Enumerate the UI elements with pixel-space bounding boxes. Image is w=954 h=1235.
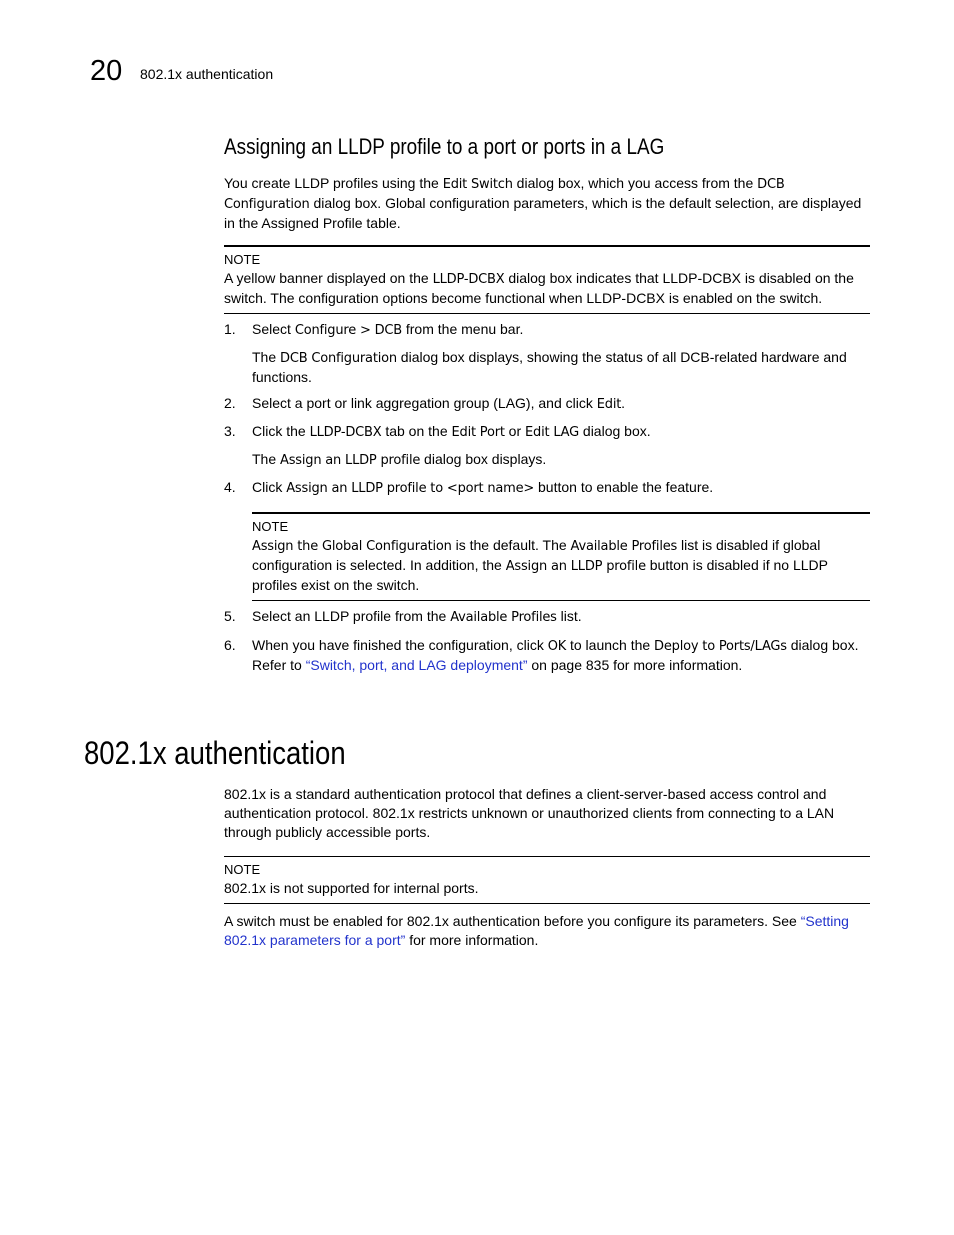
step-number: 4.	[224, 479, 236, 495]
text-run: for more information.	[405, 932, 539, 948]
text-run: Select an LLDP profile from the	[252, 608, 451, 624]
ui-term: Assign an LLDP profile	[280, 453, 421, 468]
note-global-configuration	[252, 512, 870, 601]
step-text	[252, 394, 870, 414]
step-number: 2.	[224, 395, 236, 411]
text-run: .	[621, 395, 626, 411]
text-run: Click the	[252, 423, 310, 439]
ui-term: Available Profiles	[450, 610, 557, 625]
text-run: dialog box. Global configuration parameters, which is the default selection, are displayed in the Assigned Profile table.	[224, 195, 862, 231]
text-run: dialog box indicates that LLDP-DCBX is disabled on the switch. The configuration options become functional when LLDP-DCBX is enabled on the switch.	[224, 270, 854, 306]
ui-term: Available Profiles	[570, 539, 678, 554]
step-number: 5.	[224, 608, 236, 624]
step-5	[224, 607, 870, 627]
text-run: on page 835 for more information.	[527, 657, 743, 673]
ui-term: LLDP-DCBX	[432, 272, 505, 287]
text-run: dialog box.	[579, 423, 651, 439]
text-run: button to enable the feature.	[534, 479, 714, 495]
chapter-title: 802.1x authentication	[84, 735, 346, 771]
chapter-intro	[224, 785, 870, 842]
text-run: dialog box, which you access from the	[512, 175, 758, 191]
running-title: 802.1x authentication	[140, 66, 274, 82]
step-number: 3.	[224, 423, 236, 439]
ui-term: LLDP-DCBX	[309, 425, 382, 440]
cross-reference-link[interactable]: “Switch, port, and LAG deployment”	[305, 657, 528, 673]
step-4	[224, 478, 870, 498]
note-label: NOTE	[252, 519, 289, 534]
text-run: When you have finished the configuration, click	[252, 637, 548, 653]
text-run: Click	[252, 479, 287, 495]
text-run: button is disabled if no LLDP profiles exist on the switch.	[252, 557, 828, 593]
ui-term: DCB Configuration	[224, 177, 785, 212]
chapter-closing	[224, 912, 870, 950]
ui-term: Edit LAG	[525, 425, 580, 440]
step-1-result	[252, 348, 870, 387]
step-text	[252, 636, 870, 675]
text-run: The	[252, 451, 281, 467]
step-6	[224, 636, 870, 675]
ui-term: Edit	[596, 397, 622, 412]
text-run: from the menu bar.	[401, 321, 524, 337]
text-run: You create LLDP profiles using the	[224, 175, 443, 191]
ui-term: Configure > DCB	[294, 323, 402, 338]
note-text	[252, 536, 870, 595]
ui-term: Assign an LLDP profile	[505, 559, 646, 574]
step-1	[224, 320, 870, 340]
text-run: A switch must be enabled for 802.1x authentication before you configure its parameters. See	[224, 913, 801, 929]
text-run: 802.1x is a standard authentication protocol that defines a client-server-based access control and authentication protocol. 802.1x restricts unknown or unauthorized clients from connecting to a LAN through publicly accessible ports.	[224, 786, 835, 840]
step-number: 1.	[224, 321, 236, 337]
ui-term: Edit Switch	[442, 177, 513, 192]
cross-reference-link[interactable]: “Setting 802.1x parameters for a port”	[224, 913, 849, 948]
note-internal-ports	[224, 856, 870, 904]
text-run: A yellow banner displayed on the	[224, 270, 433, 286]
step-2	[224, 394, 870, 414]
note-text	[224, 269, 870, 308]
ui-term: Edit Port	[451, 425, 505, 440]
text-run: dialog box. Refer to	[252, 637, 859, 673]
text-run: dialog box displays, showing the status of all DCB-related hardware and functions.	[252, 349, 847, 385]
chapter-number: 20	[90, 55, 123, 87]
text-run: to launch the	[566, 637, 655, 653]
section-title: Assigning an LLDP profile to a port or ports in a LAG	[224, 134, 665, 159]
text-run: or	[504, 423, 526, 439]
ui-term: DCB Configuration	[280, 351, 397, 366]
step-3-result	[252, 450, 870, 470]
step-3	[224, 422, 870, 442]
note-label: NOTE	[224, 862, 261, 877]
note-text	[224, 879, 870, 898]
step-text	[252, 607, 870, 627]
ui-term: OK	[547, 639, 567, 654]
note-lldp-dcbx	[224, 245, 870, 314]
step-number: 6.	[224, 637, 236, 653]
text-run: is the default. The	[451, 537, 571, 553]
text-run: Select	[252, 321, 295, 337]
step-text	[252, 478, 870, 498]
text-run: list.	[556, 608, 582, 624]
text-run: list is disabled if global configuration is selected. In addition, the	[252, 537, 821, 573]
text-run: 802.1x is not supported for internal ports.	[224, 880, 479, 896]
text-run: Select a port or link aggregation group (LAG), and click	[252, 395, 597, 411]
ui-term: Deploy to Ports/LAGs	[654, 639, 787, 654]
ui-term: Assign the Global Configuration	[252, 539, 452, 554]
step-text	[252, 320, 870, 340]
step-text	[252, 422, 870, 442]
text-run: The	[252, 349, 281, 365]
text-run: dialog box displays.	[420, 451, 547, 467]
section-intro	[224, 174, 870, 233]
ui-term: Assign an LLDP profile to <port name>	[286, 481, 535, 496]
text-run: tab on the	[381, 423, 452, 439]
note-label: NOTE	[224, 252, 261, 267]
